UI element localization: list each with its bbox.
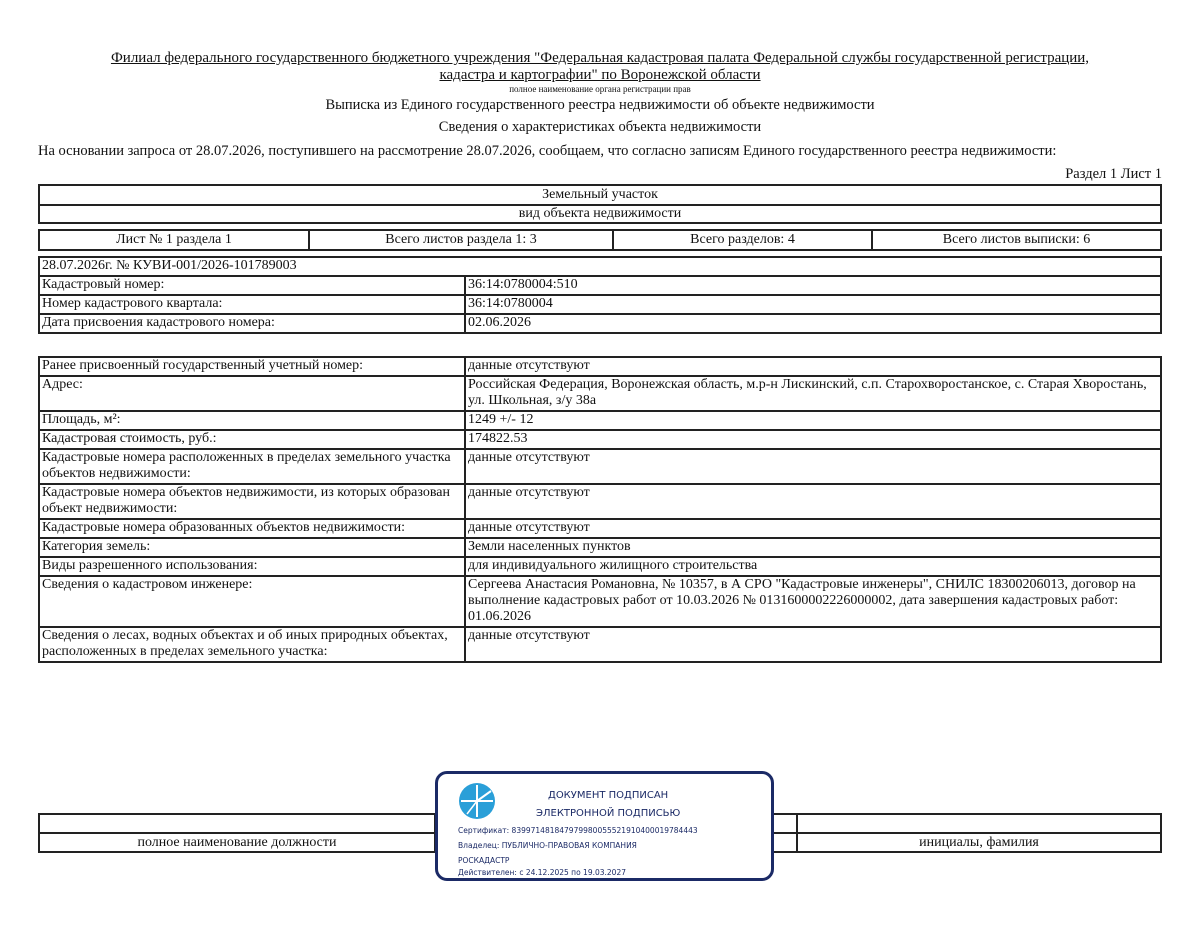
extract-number: 28.07.2026г. № КУВИ-001/2026-101789003 <box>39 257 1161 276</box>
detail-label: Ранее присвоенный государственный учетный номер: <box>39 357 465 376</box>
detail-label: Адрес: <box>39 376 465 411</box>
org-name-line1: Филиал федерального государственного бюджетного учреждения "Федеральная кадастровая палата Федеральной службы государственной регистрации, <box>110 50 1090 66</box>
ident-value: 02.06.2026 <box>465 314 1161 333</box>
ident-table <box>38 256 1162 334</box>
position-cell <box>39 814 435 833</box>
name-cell <box>797 814 1161 833</box>
detail-value: 174822.53 <box>465 430 1161 449</box>
total-sheets: Всего листов выписки: 6 <box>872 230 1161 250</box>
detail-label: Кадастровые номера объектов недвижимости, из которых образован объект недвижимости: <box>39 484 465 519</box>
detail-label: Площадь, м²: <box>39 411 465 430</box>
stamp-certificate: Сертификат: 839971481847979980055521910400019784443 <box>458 826 698 835</box>
detail-value: данные отсутствуют <box>465 357 1161 376</box>
detail-value: для индивидуального жилищного строительства <box>465 557 1161 576</box>
sheets-in-section: Всего листов раздела 1: 3 <box>309 230 613 250</box>
ident-value: 36:14:0780004 <box>465 295 1161 314</box>
ident-label: Кадастровый номер: <box>39 276 465 295</box>
object-type: Земельный участок <box>39 185 1161 205</box>
detail-label: Виды разрешенного использования: <box>39 557 465 576</box>
ident-label: Номер кадастрового квартала: <box>39 295 465 314</box>
position-caption: полное наименование должности <box>39 833 435 852</box>
sheet-number: Лист № 1 раздела 1 <box>39 230 309 250</box>
object-type-table <box>38 184 1162 224</box>
electronic-signature-stamp <box>435 771 774 881</box>
stamp-line1: ДОКУМЕНТ ПОДПИСАН <box>548 790 669 801</box>
detail-label: Кадастровая стоимость, руб.: <box>39 430 465 449</box>
detail-label: Кадастровые номера образованных объектов недвижимости: <box>39 519 465 538</box>
ident-label: Дата присвоения кадастрового номера: <box>39 314 465 333</box>
detail-value: Сергеева Анастасия Романовна, № 10357, в А СРО "Кадастровые инженеры", СНИЛС 18300206013, договор на выполнение кадастровых работ от 10.03.2026 № 0131600002226000002, дата завершения кадастровых работ: 01.06.2026 <box>465 576 1161 627</box>
stamp-line2: ЭЛЕКТРОННОЙ ПОДПИСЬЮ <box>536 808 681 819</box>
document-title: Выписка из Единого государственного реестра недвижимости об объекте недвижимости <box>325 97 875 113</box>
total-sections: Всего разделов: 4 <box>613 230 872 250</box>
detail-value: 1249 +/- 12 <box>465 411 1161 430</box>
detail-label: Кадастровые номера расположенных в пределах земельного участка объектов недвижимости: <box>39 449 465 484</box>
details-table <box>38 356 1162 663</box>
detail-label: Категория земель: <box>39 538 465 557</box>
org-caption: полное наименование органа регистрации прав <box>509 84 691 94</box>
detail-value: Российская Федерация, Воронежская область, м.р-н Лискинский, с.п. Старохворостанское, с. Старая Хворостань, ул. Школьная, з/у 38а <box>465 376 1161 411</box>
sheets-table <box>38 229 1162 251</box>
name-caption: инициалы, фамилия <box>797 833 1161 852</box>
intro-text: На основании запроса от 28.07.2026, поступившего на рассмотрение 28.07.2026, сообщаем, что согласно записям Единого государственного реестра недвижимости: <box>38 143 1057 159</box>
detail-value: данные отсутствуют <box>465 519 1161 538</box>
section-reference: Раздел 1 Лист 1 <box>1065 166 1162 182</box>
document-subtitle: Сведения о характеристиках объекта недвижимости <box>438 119 762 135</box>
stamp-validity: Действителен: с 24.12.2025 по 19.03.2027 <box>458 868 626 877</box>
detail-label: Сведения о кадастровом инженере: <box>39 576 465 627</box>
detail-value: данные отсутствуют <box>465 627 1161 662</box>
detail-label: Сведения о лесах, водных объектах и об иных природных объектах, расположенных в пределах земельного участка: <box>39 627 465 662</box>
detail-value: данные отсутствуют <box>465 449 1161 484</box>
detail-value: Земли населенных пунктов <box>465 538 1161 557</box>
detail-value: данные отсутствуют <box>465 484 1161 519</box>
stamp-owner: Владелец: ПУБЛИЧНО-ПРАВОВАЯ КОМПАНИЯ <box>458 841 637 850</box>
object-type-caption: вид объекта недвижимости <box>39 205 1161 223</box>
roskadastr-logo-icon <box>458 782 496 820</box>
stamp-owner-org: РОСКАДАСТР <box>458 856 510 865</box>
org-name-line2: кадастра и картографии" по Воронежской области <box>439 67 761 83</box>
ident-value: 36:14:0780004:510 <box>465 276 1161 295</box>
